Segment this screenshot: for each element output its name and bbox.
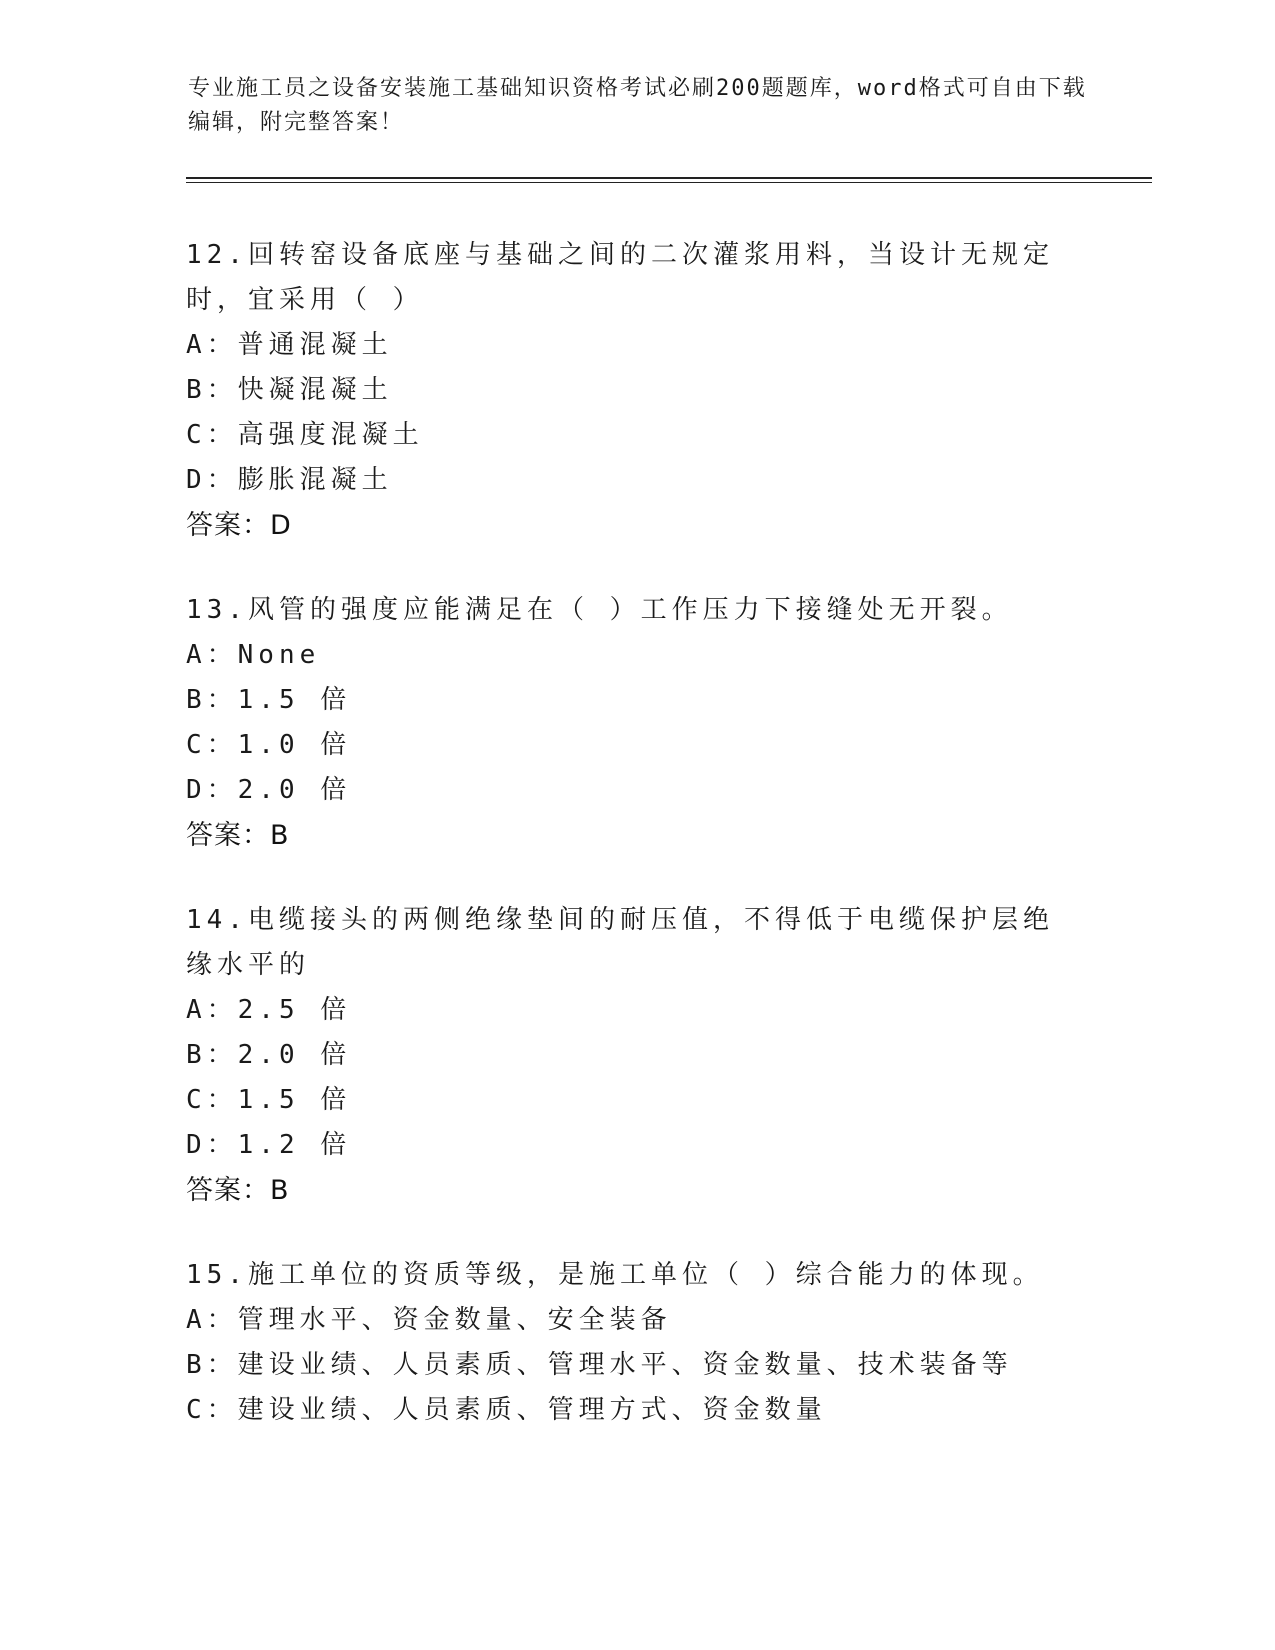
answer-line: 答案：D xyxy=(186,510,292,541)
question-stem: 14.电缆接头的两侧绝缘垫间的耐压值，不得低于电缆保护层绝缘水平的 xyxy=(186,905,1054,980)
question-list xyxy=(186,233,1086,1473)
option-d: D：2.0 倍 xyxy=(186,775,352,805)
option-a: A：None xyxy=(186,640,321,670)
option-c: C：建设业绩、人员素质、管理方式、资金数量 xyxy=(186,1395,827,1425)
option-c: C：1.5 倍 xyxy=(186,1085,352,1115)
option-d: D：膨胀混凝土 xyxy=(186,465,393,495)
document-header: 专业施工员之设备安装施工基础知识资格考试必刷200题题库，word格式可自由下载编辑，附完整答案！ xyxy=(188,76,1087,135)
question-15 xyxy=(186,1253,1086,1433)
option-b: B：快凝混凝土 xyxy=(186,375,393,405)
option-c: C：高强度混凝土 xyxy=(186,420,424,450)
question-stem: 13.风管的强度应能满足在（ ）工作压力下接缝处无开裂。 xyxy=(186,595,1013,625)
option-b: B：1.5 倍 xyxy=(186,685,352,715)
header-divider-thin xyxy=(186,182,1152,183)
question-14 xyxy=(186,898,1086,1213)
option-a: A：2.5 倍 xyxy=(186,995,352,1025)
option-d: D：1.2 倍 xyxy=(186,1130,352,1160)
header-divider-thick xyxy=(186,177,1152,179)
option-b: B：2.0 倍 xyxy=(186,1040,352,1070)
option-b: B：建设业绩、人员素质、管理水平、资金数量、技术装备等 xyxy=(186,1350,1013,1380)
option-a: A：普通混凝土 xyxy=(186,330,393,360)
option-c: C：1.0 倍 xyxy=(186,730,352,760)
answer-line: 答案：B xyxy=(186,1175,290,1206)
question-stem: 12.回转窑设备底座与基础之间的二次灌浆用料，当设计无规定时，宜采用（ ） xyxy=(186,240,1054,315)
question-12 xyxy=(186,233,1086,548)
option-a: A：管理水平、资金数量、安全装备 xyxy=(186,1305,672,1335)
question-13 xyxy=(186,588,1086,858)
question-stem: 15.施工单位的资质等级，是施工单位（ ）综合能力的体现。 xyxy=(186,1260,1044,1290)
answer-line: 答案：B xyxy=(186,820,290,851)
